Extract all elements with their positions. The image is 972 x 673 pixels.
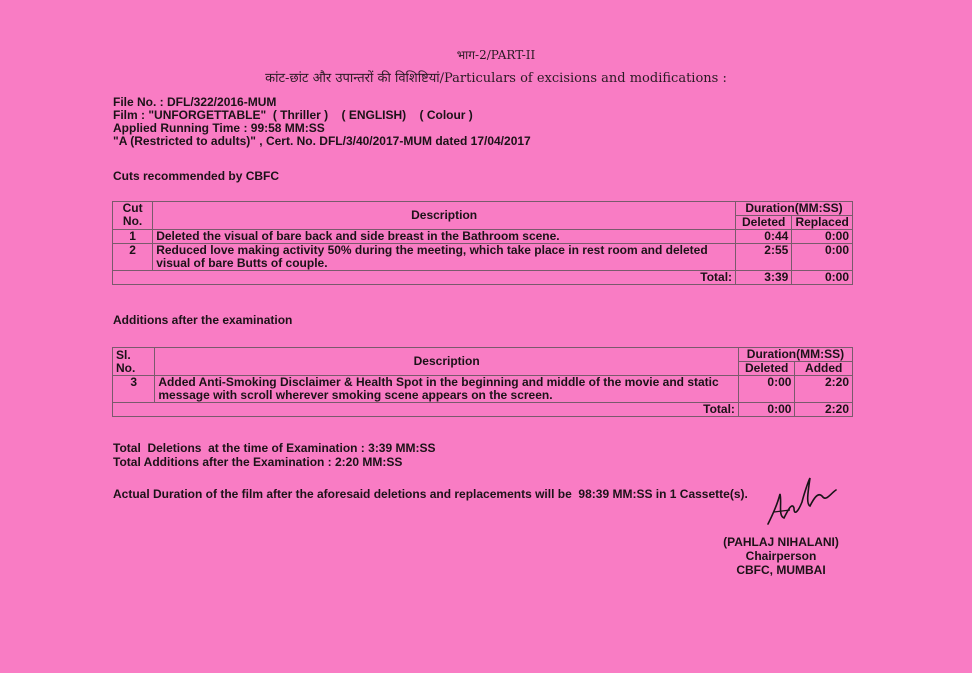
cut-description: Reduced love making activity 50% during the meeting, which take place in rest room and deleted visual of bare Butts of couple. (153, 244, 736, 271)
col-description: Description (155, 348, 739, 376)
cuts-heading: Cuts recommended by CBFC (113, 169, 280, 183)
total-added: 2:20 (795, 403, 853, 417)
signatory-office: CBFC, MUMBAI (736, 563, 826, 577)
additions-heading: Additions after the examination (113, 313, 293, 327)
total-row (113, 403, 853, 417)
signature-icon (760, 472, 840, 532)
col-deleted: Deleted (738, 362, 795, 376)
col-replaced: Replaced (792, 216, 853, 230)
film-title: Film : "UNFORGETTABLE" ( Thriller ) ( ENGLISH) ( Colour ) (113, 108, 473, 122)
col-sl-no: Sl. No. (113, 348, 155, 376)
cut-replaced: 0:00 (792, 230, 853, 244)
table-row (113, 244, 853, 271)
file-number: File No. : DFL/322/2016-MUM (113, 95, 277, 109)
col-description: Description (153, 202, 736, 230)
total-deleted: 0:00 (738, 403, 795, 417)
total-deletions: Total Deletions at the time of Examination : 3:39 MM:SS (113, 441, 436, 455)
cut-description: Deleted the visual of bare back and side breast in the Bathroom scene. (153, 230, 736, 244)
col-added: Added (795, 362, 853, 376)
cuts-table (112, 201, 853, 285)
actual-duration: Actual Duration of the film after the aforesaid deletions and replacements will be 98:39 MM:SS in 1 Cassette(s). (113, 487, 748, 501)
signatory-title: Chairperson (745, 549, 817, 563)
part-heading: भाग-2/PART-II (456, 48, 536, 62)
col-duration: Duration(MM:SS) (736, 202, 853, 216)
table-row (113, 230, 853, 244)
certificate-line: "A (Restricted to adults)" , Cert. No. DFL/3/40/2017-MUM dated 17/04/2017 (113, 134, 531, 148)
total-label: Total: (113, 271, 736, 285)
table-row (113, 376, 853, 403)
total-replaced: 0:00 (792, 271, 853, 285)
running-time: Applied Running Time : 99:58 MM:SS (113, 121, 325, 135)
cut-no: 2 (113, 244, 153, 271)
signatory-block (706, 535, 856, 577)
col-cut-no: Cut No. (113, 202, 153, 230)
total-label: Total: (113, 403, 739, 417)
addition-deleted: 0:00 (738, 376, 795, 403)
cut-replaced: 0:00 (792, 244, 853, 271)
addition-added: 2:20 (795, 376, 853, 403)
addition-no: 3 (113, 376, 155, 403)
total-additions: Total Additions after the Examination : 2:20 MM:SS (113, 455, 403, 469)
cut-deleted: 2:55 (736, 244, 792, 271)
signatory-name: (PAHLAJ NIHALANI) (723, 535, 839, 549)
cut-no: 1 (113, 230, 153, 244)
total-deleted: 3:39 (736, 271, 792, 285)
col-duration: Duration(MM:SS) (738, 348, 852, 362)
additions-table (112, 347, 853, 417)
particulars-heading: कांट-छांट और उपान्तरों की विशिष्टियां/Particulars of excisions and modifications : (265, 71, 727, 86)
cut-deleted: 0:44 (736, 230, 792, 244)
total-row (113, 271, 853, 285)
addition-description: Added Anti-Smoking Disclaimer & Health Spot in the beginning and middle of the movie and static message with scroll wherever smoking scene appears on the screen. (155, 376, 739, 403)
col-deleted: Deleted (736, 216, 792, 230)
